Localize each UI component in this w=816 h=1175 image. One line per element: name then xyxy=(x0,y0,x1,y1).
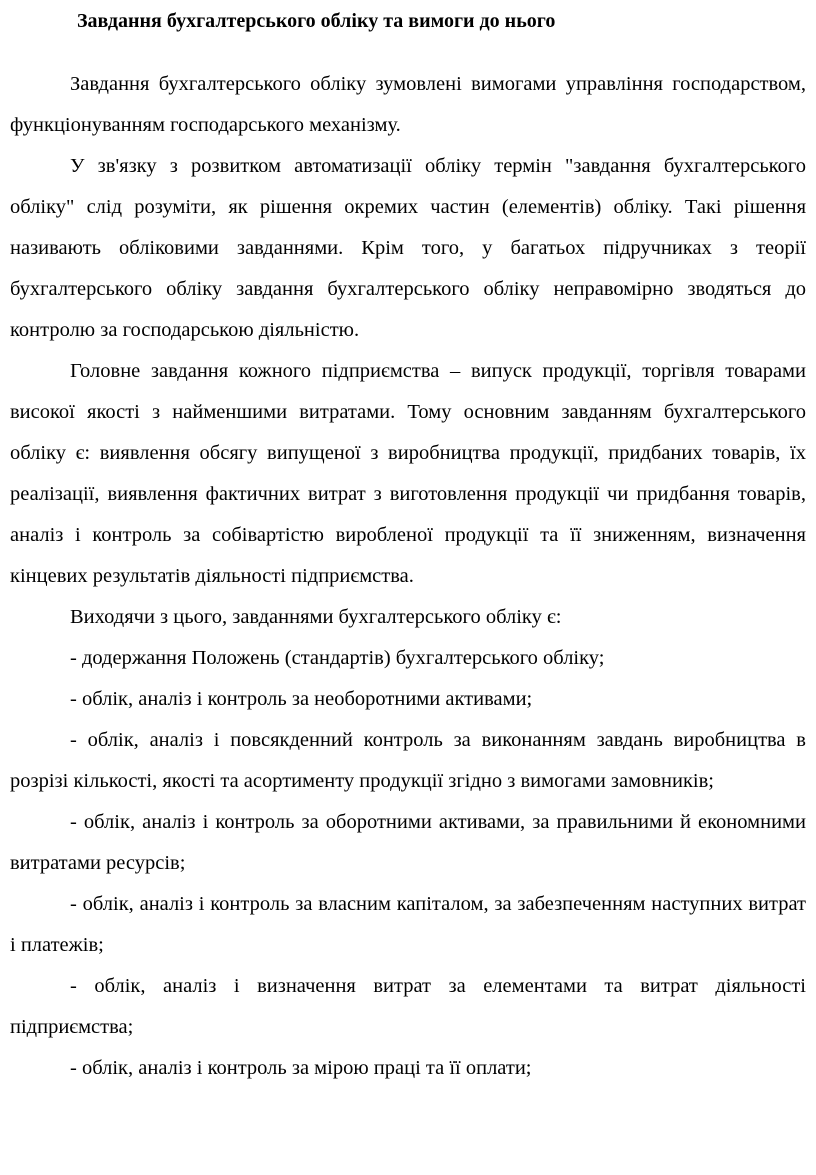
list-item-labor: - облік, аналіз і контроль за мірою праці та її оплати; xyxy=(70,1057,532,1079)
document-title: Завдання бухгалтерського обліку та вимоги до нього xyxy=(77,10,556,32)
list-item-noncurrent-assets: - облік, аналіз і контроль за необоротними активами; xyxy=(70,688,533,710)
paragraph-main-task: Головне завдання кожного підприємства – випуск продукції, торгівля товарами високої якості з найменшими витратами. Тому основним завданням бухгалтерського обліку є: виявлення обсягу випущеної з виробництва продукції, придбаних товарів, їх реалізації, виявлення фактичних витрат з виготовлення продукції чи придбання товарів, аналіз і контроль за собівартістю виробленої продукції та її зниженням, визначення кінцевих результатів діяльності підприємства. xyxy=(10,360,806,587)
list-item-equity: - облік, аналіз і контроль за власним капіталом, за забезпеченням наступних витрат і платежів; xyxy=(10,893,806,956)
list-item-current-assets: - облік, аналіз і контроль за оборотними активами, за правильними й економними витратами ресурсів; xyxy=(10,811,806,874)
list-item-standards: - додержання Положень (стандартів) бухгалтерського обліку; xyxy=(70,647,605,669)
list-item-production-control: - облік, аналіз і повсякденний контроль за виконанням завдань виробництва в розрізі кількості, якості та асортименту продукції згідно з вимогами замовників; xyxy=(10,729,806,792)
paragraph-automation: У зв'язку з розвитком автоматизації обліку термін "завдання бухгалтерського обліку" слід розуміти, як рішення окремих частин (елементів) обліку. Такі рішення називають обліковими завданнями. Крім того, у багатьох підручниках з теорії бухгалтерського обліку завдання бухгалтерського обліку неправомірно зводяться до контролю за господарською діяльністю. xyxy=(10,155,806,341)
paragraph-tasks-lead: Виходячи з цього, завданнями бухгалтерського обліку є: xyxy=(70,606,562,628)
paragraph-intro: Завдання бухгалтерського обліку зумовлені вимогами управління господарством, функціонуванням господарського механізму. xyxy=(10,73,806,136)
list-item-expenses: - облік, аналіз і визначення витрат за елементами та витрат діяльності підприємства; xyxy=(10,975,806,1038)
